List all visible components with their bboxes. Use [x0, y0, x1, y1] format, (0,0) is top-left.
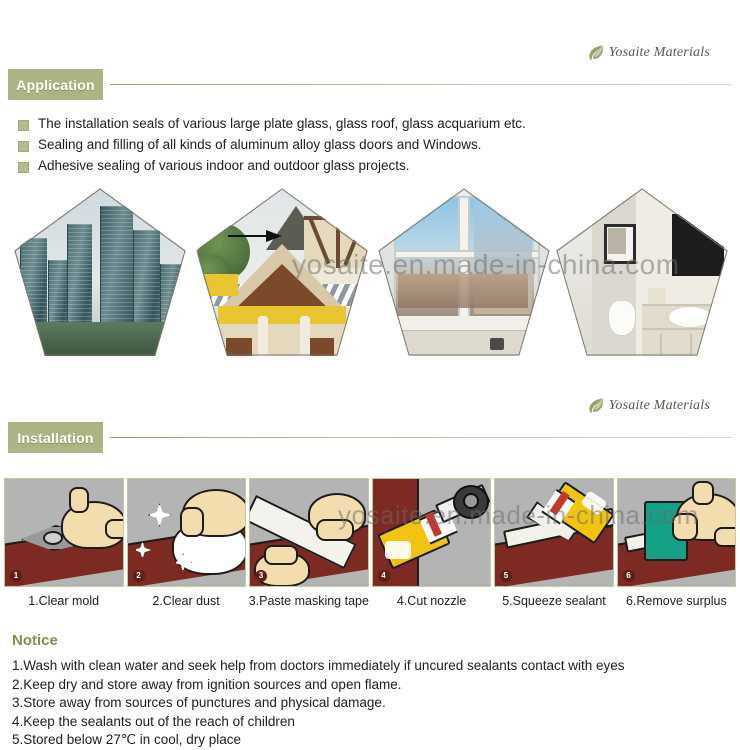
notice-item: 5.Stored below 27℃ in cool, dry place — [12, 732, 242, 747]
installation-heading-badge: Installation — [8, 422, 103, 453]
installation-caption-row — [4, 590, 736, 612]
brand-logo-installation — [586, 396, 710, 416]
application-section-header — [0, 45, 740, 115]
step-number-badge: 1 — [10, 570, 22, 582]
brand-name-application: Yosaite Materials — [608, 45, 710, 60]
brand-name-installation: Yosaite Materials — [608, 398, 710, 413]
installation-step-panel — [372, 478, 492, 587]
installation-step-strip — [4, 478, 736, 585]
installation-step-panel — [127, 478, 247, 587]
application-bullet-text: Sealing and filling of all kinds of aluminum alloy glass doors and Windows. — [38, 137, 482, 152]
application-photo-row — [0, 188, 740, 360]
bullet-square-icon — [18, 141, 29, 152]
step-number-badge: 3 — [255, 570, 267, 582]
step-caption: 5.Squeeze sealant — [502, 594, 606, 608]
notice-list — [12, 657, 728, 750]
application-bullet-text: Adhesive sealing of various indoor and outdoor glass projects. — [38, 158, 410, 173]
installation-step-panel — [4, 478, 124, 587]
installation-header-rule — [110, 437, 732, 438]
step-caption: 4.Cut nozzle — [396, 594, 467, 608]
installation-step-panel — [494, 478, 614, 587]
step-caption: 3.Paste masking tape — [248, 594, 369, 608]
leaf-icon — [586, 43, 606, 63]
watermark-middle: yosaite.en.made-in-china.com — [338, 500, 699, 530]
pointer-arrow-icon — [228, 226, 284, 246]
application-bullet-text: The installation seals of various large plate glass, glass roof, glass acquarium etc. — [38, 116, 526, 131]
pentagon-outline — [556, 188, 728, 356]
watermark-top: yosaite.en.made-in-china.com — [292, 249, 680, 280]
bullet-square-icon — [18, 162, 29, 173]
pentagon-outline — [196, 188, 368, 356]
application-photo-bathroom — [556, 188, 728, 356]
installation-step-panel — [249, 478, 369, 587]
application-photo-towers — [14, 188, 186, 356]
notice-heading: Notice — [12, 632, 58, 649]
installation-step-panel — [617, 478, 737, 587]
step-caption: 2.Clear dust — [152, 594, 220, 608]
application-bullet-list — [18, 115, 718, 178]
notice-item: 2.Keep dry and store away from ignition sources and open flame. — [12, 676, 402, 692]
pentagon-outline — [378, 188, 550, 356]
list-item — [18, 115, 718, 132]
application-photo-house — [196, 188, 368, 356]
brand-logo-application — [586, 43, 710, 63]
step-number-badge: 5 — [500, 570, 512, 582]
installation-section-header — [0, 398, 740, 468]
notice-item: 4.Keep the sealants out of the reach of children — [12, 713, 295, 729]
step-number-badge: 6 — [623, 570, 635, 582]
step-number-badge: 4 — [378, 570, 390, 582]
application-header-rule — [110, 84, 732, 85]
notice-item: 1.Wash with clean water and seek help from doctors immediately if uncured sealants contact with eyes — [12, 658, 625, 673]
step-caption: 6.Remove surplus — [625, 594, 727, 608]
leaf-icon — [586, 396, 606, 416]
notice-item: 3.Store away from sources of punctures and physical damage. — [12, 695, 386, 710]
step-number-badge: 2 — [133, 570, 145, 582]
bullet-square-icon — [18, 120, 29, 131]
application-heading-badge: Application — [8, 69, 103, 100]
list-item — [18, 136, 718, 153]
step-caption: 1.Clear mold — [28, 594, 100, 608]
application-photo-window — [378, 188, 550, 356]
list-item — [18, 157, 718, 174]
pentagon-outline — [14, 188, 186, 356]
